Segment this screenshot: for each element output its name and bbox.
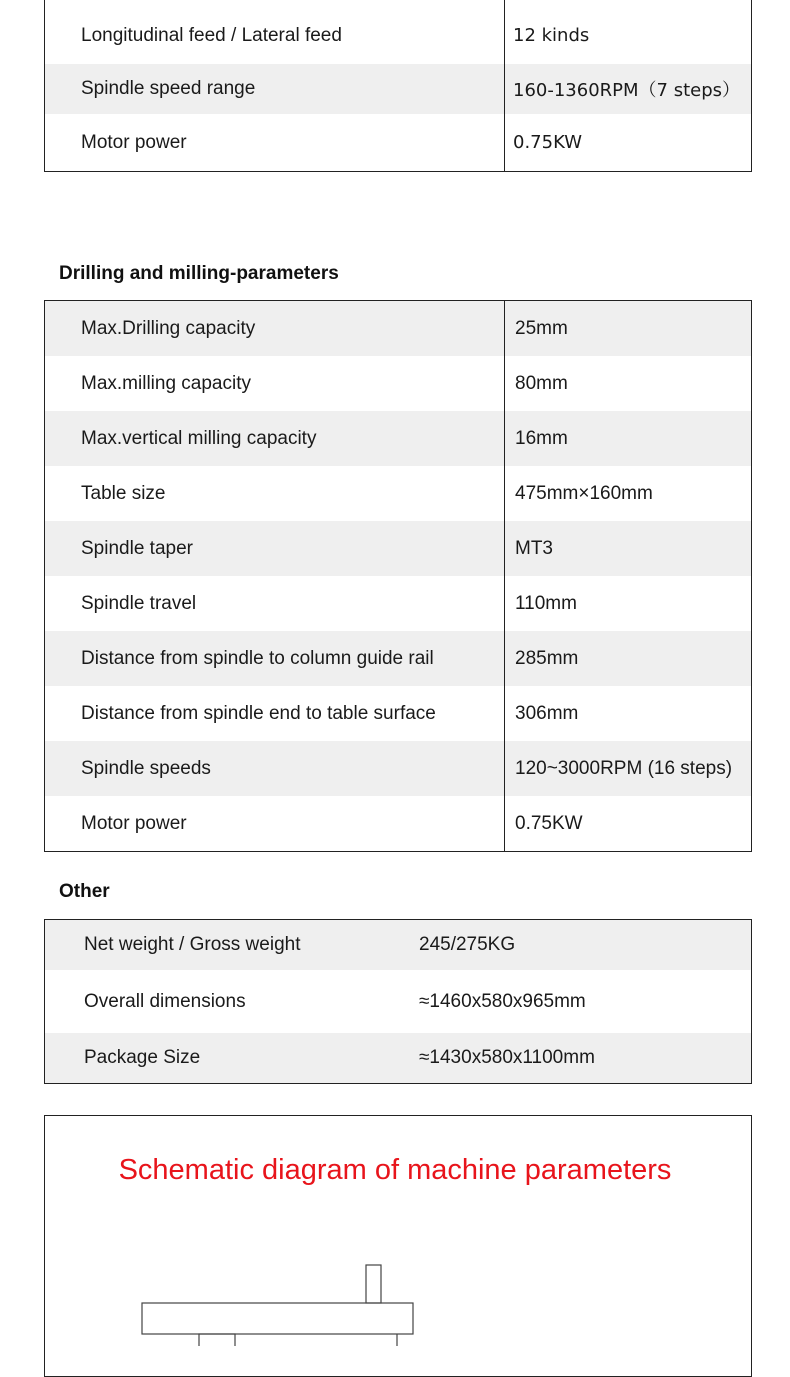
param-label: Spindle speeds [81, 757, 211, 779]
head-housing-shape [142, 1303, 413, 1334]
param-label: Distance from spindle end to table surface [81, 702, 436, 724]
param-value: MT3 [515, 537, 553, 559]
param-label: Motor power [81, 812, 187, 834]
param-value: 475mm×160mm [515, 482, 653, 504]
param-value: 245/275KG [419, 934, 516, 955]
param-value: 0.75KW [515, 812, 583, 834]
param-label: Table size [81, 482, 166, 504]
param-value: 120~3000RPM (16 steps) [515, 757, 733, 779]
param-label: Motor power [81, 131, 187, 153]
param-value: 110mm [515, 592, 577, 614]
param-label: Distance from spindle to column guide rail [81, 647, 434, 669]
section-title-drilling-milling: Drilling and milling-parameters [59, 263, 339, 284]
param-value: 16mm [515, 427, 568, 449]
section-title-other: Other [59, 881, 110, 902]
param-value: 0.75KW [513, 132, 583, 153]
param-label: Max.milling capacity [81, 372, 251, 394]
param-value: ≈1430x580x1100mm [419, 1047, 595, 1068]
param-value: 25mm [515, 317, 568, 339]
param-label: Max.vertical milling capacity [81, 427, 317, 449]
param-label: Spindle travel [81, 592, 197, 614]
spindle-motor-shape [366, 1265, 381, 1303]
diagram-title: Schematic diagram of machine parameters [118, 1154, 672, 1186]
param-value: 285mm [515, 647, 579, 669]
param-value: 160-1360RPM（7 steps） [513, 80, 741, 101]
param-label: Spindle speed range [81, 78, 256, 99]
param-value: 12 kinds [513, 25, 590, 46]
column-shape [199, 1334, 235, 1346]
param-label: Spindle taper [81, 537, 193, 559]
param-label: Longitudinal feed / Lateral feed [81, 24, 342, 46]
param-value: 80mm [515, 372, 568, 394]
param-label: Net weight / Gross weight [84, 934, 301, 955]
param-label: Max.Drilling capacity [81, 317, 256, 339]
param-value: ≈1460x580x965mm [419, 990, 586, 1012]
param-label: Package Size [84, 1047, 201, 1068]
param-value: 306mm [515, 702, 579, 724]
param-label: Overall dimensions [84, 990, 246, 1012]
